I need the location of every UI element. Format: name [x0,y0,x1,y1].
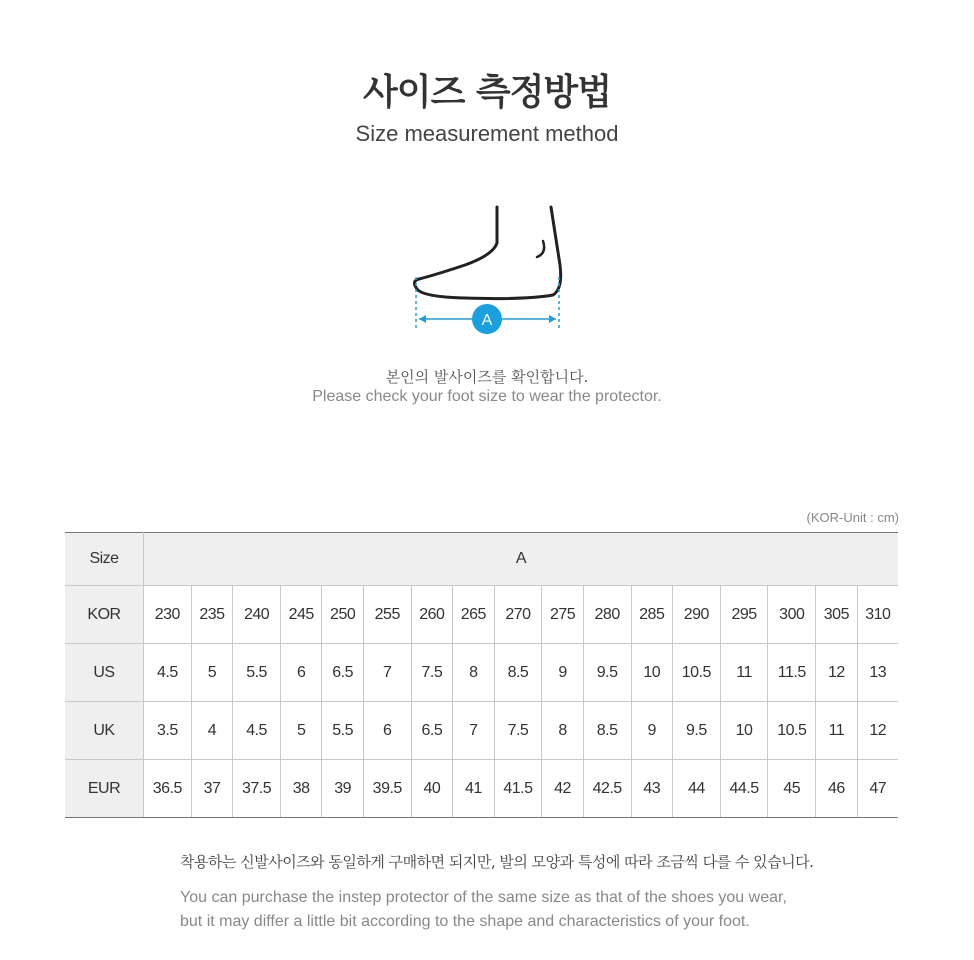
foot-outline-icon [405,205,575,335]
size-cell: 7.5 [494,702,542,760]
size-cell: 11.5 [768,644,816,702]
footnote-en-line1: You can purchase the instep protector of the same size as that of the shoes you wear, [180,889,787,906]
size-cell: 39 [322,760,363,818]
size-cell: 280 [583,586,631,644]
size-cell: 255 [363,586,411,644]
size-cell: 230 [144,586,192,644]
table-row [65,702,898,760]
size-cell: 7 [453,702,494,760]
size-cell: 10.5 [672,644,720,702]
size-cell: 7.5 [411,644,452,702]
size-cell: 6 [363,702,411,760]
size-cell: 7 [363,644,411,702]
row-label: KOR [65,586,144,644]
size-cell: 6.5 [411,702,452,760]
page-title: 사이즈 측정방법 [363,72,611,113]
size-cell: 4.5 [233,702,281,760]
size-cell: 8 [542,702,583,760]
size-cell: 310 [857,586,898,644]
size-cell: 38 [280,760,321,818]
size-cell: 260 [411,586,452,644]
size-cell: 42 [542,760,583,818]
size-cell: 37 [191,760,232,818]
size-cell: 6.5 [322,644,363,702]
size-cell: 235 [191,586,232,644]
table-row [65,644,898,702]
size-cell: 41.5 [494,760,542,818]
size-cell: 42.5 [583,760,631,818]
size-cell: 9 [542,644,583,702]
size-cell: 5 [280,702,321,760]
size-cell: 12 [857,702,898,760]
size-cell: 47 [857,760,898,818]
size-cell: 46 [816,760,857,818]
size-cell: 44.5 [720,760,768,818]
size-cell: 8.5 [494,644,542,702]
table-row [65,586,898,644]
size-cell: 12 [816,644,857,702]
row-label: UK [65,702,144,760]
size-cell: 5 [191,644,232,702]
size-cell: 9 [631,702,672,760]
size-cell: 290 [672,586,720,644]
footnote-en-line2: but it may differ a little bit according to the shape and characteristics of your foot. [180,913,750,930]
size-cell: 245 [280,586,321,644]
size-cell: 265 [453,586,494,644]
size-cell: 11 [720,644,768,702]
size-cell: 6 [280,644,321,702]
size-cell: 37.5 [233,760,281,818]
size-cell: 13 [857,644,898,702]
size-cell: 9.5 [672,702,720,760]
size-table [65,532,898,818]
table-row [65,760,898,818]
size-cell: 10 [631,644,672,702]
size-cell: 8.5 [583,702,631,760]
header-a-label: A [144,533,899,586]
size-cell: 295 [720,586,768,644]
size-cell: 5.5 [322,702,363,760]
size-cell: 44 [672,760,720,818]
size-cell: 285 [631,586,672,644]
size-cell: 8 [453,644,494,702]
row-label: US [65,644,144,702]
size-cell: 9.5 [583,644,631,702]
size-cell: 305 [816,586,857,644]
size-cell: 275 [542,586,583,644]
size-cell: 4.5 [144,644,192,702]
size-cell: 40 [411,760,452,818]
size-cell: 250 [322,586,363,644]
size-cell: 10.5 [768,702,816,760]
description-ko: 본인의 발사이즈를 확인합니다. [385,368,589,386]
footnote-ko: 착용하는 신발사이즈와 동일하게 구매하면 되지만, 발의 모양과 특성에 따라 조금씩 다를 수 있습니다. [180,853,814,871]
page-subtitle: Size measurement method [355,121,619,146]
size-cell: 41 [453,760,494,818]
row-label: EUR [65,760,144,818]
size-cell: 270 [494,586,542,644]
size-cell: 39.5 [363,760,411,818]
diagram-marker: A [481,312,493,329]
description-en: Please check your foot size to wear the protector. [312,388,662,405]
size-cell: 4 [191,702,232,760]
header-size-label: Size [65,533,144,586]
size-cell: 11 [816,702,857,760]
size-cell: 10 [720,702,768,760]
size-cell: 5.5 [233,644,281,702]
size-cell: 36.5 [144,760,192,818]
footnote-en [180,886,787,934]
size-cell: 43 [631,760,672,818]
size-cell: 300 [768,586,816,644]
size-cell: 240 [233,586,281,644]
table-header-row [65,533,898,586]
size-cell: 45 [768,760,816,818]
size-cell: 3.5 [144,702,192,760]
unit-note: (KOR-Unit : cm) [806,510,899,525]
